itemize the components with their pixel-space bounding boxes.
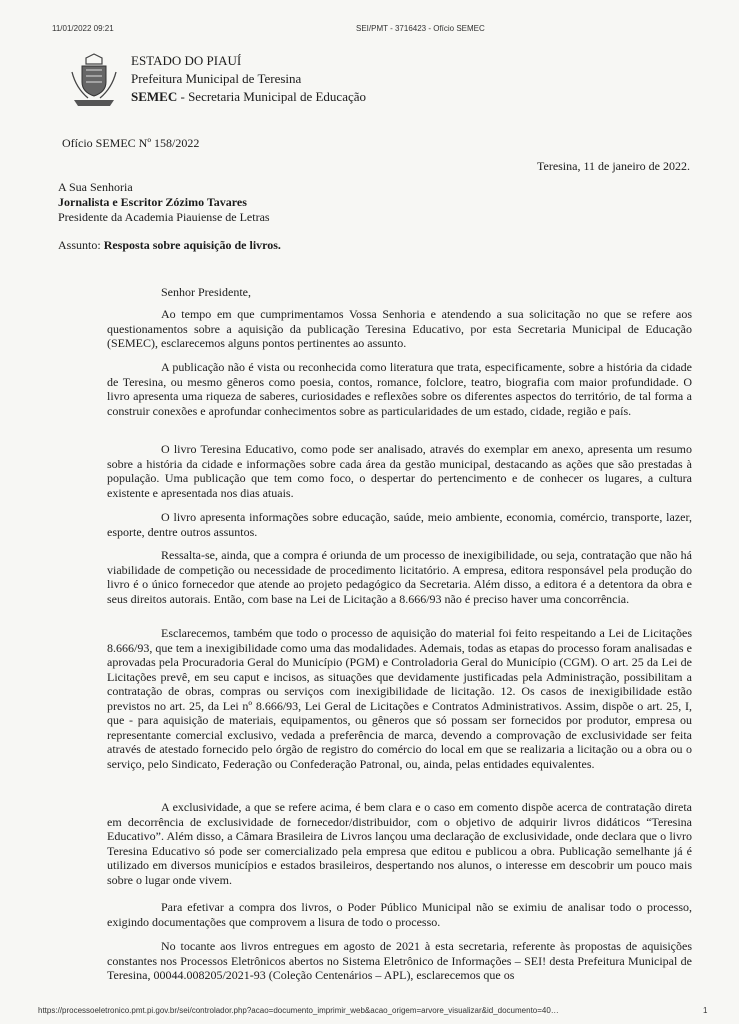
- paragraph: Ao tempo em que cumprimentamos Vossa Senhoria e atendendo a sua solicitação no que se refere aos questionamentos sobre a aquisição da publicação Teresina Educativo, por esta Secretaria Municipal de Educação (SEMEC), esclarecemos alguns pontos pertinentes ao assunto.: [107, 307, 692, 350]
- subject-label: Assunto:: [58, 238, 104, 252]
- print-doc-ref: SEI/PMT - 3716423 - Ofício SEMEC: [356, 24, 485, 33]
- semec-bold: SEMEC: [131, 89, 178, 104]
- addressee-block: [58, 180, 270, 225]
- footer-url[interactable]: https://processoeletronico.pmt.pi.gov.br/sei/controlador.php?acao=documento_imprimir_web&acao_origem=arvore_visualizar&id_documento=40…: [38, 1006, 559, 1015]
- coat-of-arms-icon: [68, 52, 120, 110]
- salutation: Senhor Presidente,: [161, 285, 251, 299]
- paragraph: O livro apresenta informações sobre educação, saúde, meio ambiente, economia, comércio, transporte, lazer, esporte, dentre outros assuntos.: [107, 510, 692, 539]
- paragraph: Esclarecemos, também que todo o processo de aquisição do material foi feito respeitando a Lei de Licitações 8.666/93, que tem a inexigibilidade como uma das modalidades. Ademais, todas as etapas do processo foram analisadas e aprovadas pela Procuradoria Geral do Município (PGM) e Controladoria Geral do Município (CGM). O art. 25 da Lei de Licitações prevê, em seu caput e incisos, as situações que devidamente justificadas pela Administração, possibilitam a contratação de obras, compras ou serviços com inexigibilidade de licitação. 12. Os casos de inexigibilidade estão previstos no art. 25, da Lei nº 8.666/93, Lei Geral de Licitações e Contratos Administrativos. Assim, dispõe o art. 25, I, que - para aquisição de materiais, equipamentos, ou gêneros que só possam ser fornecidos por produtor, empresa ou representante comercial exclusivo, vedada a preferência de marca, devendo a comprovação de exclusividade ser feita através de atestado fornecido pelo órgão de registro do comércio do local em que se realizaria a licitação ou a obra ou o serviço, pelo Sindicato, Federação ou Confederação Patronal, ou, ainda, pelas entidades equivalentes.: [107, 626, 692, 771]
- letterhead: [131, 52, 366, 106]
- paragraph: Ressalta-se, ainda, que a compra é oriunda de um processo de inexigibilidade, ou seja, contratação que não há viabilidade de competição ou necessidade de procedimento licitatório. A empresa, editora responsável pela produção do livro é o único fornecedor que atende ao projeto pedagógico da Secretaria. Além disso, a editora é a detentora da obra e seus direitos autorais. Então, com base na Lei de Licitação a 8.666/93 não é preciso haver uma concorrência.: [107, 548, 692, 606]
- addressee-name: Jornalista e Escritor Zózimo Tavares: [58, 195, 247, 209]
- page-number: 1: [703, 1006, 708, 1015]
- prefeitura-name: Prefeitura Municipal de Teresina: [131, 71, 302, 86]
- oficio-number: Ofício SEMEC Nº 158/2022: [62, 136, 200, 150]
- paragraph: A exclusividade, a que se refere acima, é bem clara e o caso em comento dispõe acerca de contratação direta em decorrência de exclusividade de fornecedor/distribuidor, com o objetivo de adquirir livros didáticos “Teresina Educativo”. Além disso, a Câmara Brasileira de Livros lançou uma declaração de exclusividade, onde declara que o livro Teresina Educativo só pode ser comercializado pela empresa que editou e publicou a obra. Publicação semelhante já é utilizado em diversos municípios e estados brasileiros, despertando nos alunos, o interesse em descobrir um pouco mais sobre o lugar onde vivem.: [107, 800, 692, 887]
- state-name: ESTADO DO PIAUÍ: [131, 53, 242, 68]
- addressee-title: Presidente da Academia Piauiense de Letras: [58, 210, 270, 224]
- semec-line: [131, 88, 366, 106]
- paragraph: A publicação não é vista ou reconhecida como literatura que trata, especificamente, sobre a história da cidade de Teresina, ou mesmo gêneros como poesia, contos, romance, folclore, teatro, biografia com maior profundidade. O livro apresenta uma riqueza de saberes, curiosidades e reflexões sobre os diferentes aspectos do território, de tal forma a construir conexões e aprofundar conhecimentos sobre as particularidades de um estado, cidade, região e país.: [107, 360, 692, 418]
- paragraph: Para efetivar a compra dos livros, o Poder Público Municipal não se eximiu de analisar todo o processo, exigindo documentações que comprovem a lisura de todo o processo.: [107, 900, 692, 929]
- paragraph: No tocante aos livros entregues em agosto de 2021 à esta secretaria, referente às propostas de aquisições constantes nos Processos Eletrônicos abertos no Sistema Eletrônico de Informações – SEI! desta Prefeitura Municipal de Teresina, 00044.008205/2021-93 (Coleção Centenários – APL), esclarecemos que os: [107, 939, 692, 982]
- subject-text: Resposta sobre aquisição de livros.: [103, 238, 281, 252]
- place-date: Teresina, 11 de janeiro de 2022.: [537, 159, 690, 173]
- print-datetime: 11/01/2022 09:21: [52, 24, 114, 33]
- paragraph: O livro Teresina Educativo, como pode ser analisado, através do exemplar em anexo, apresenta um resumo sobre a história da cidade e informações sobre cada área da gestão municipal, destacando as ações que são prestadas à população. Uma publicação que tem como foco, o despertar do pertencimento e de conhecer os lugares, a cultura existente e apresentada nos dias atuais.: [107, 442, 692, 500]
- addressee-line1: A Sua Senhoria: [58, 180, 133, 194]
- subject-line: [58, 238, 281, 253]
- semec-rest: - Secretaria Municipal de Educação: [177, 89, 367, 104]
